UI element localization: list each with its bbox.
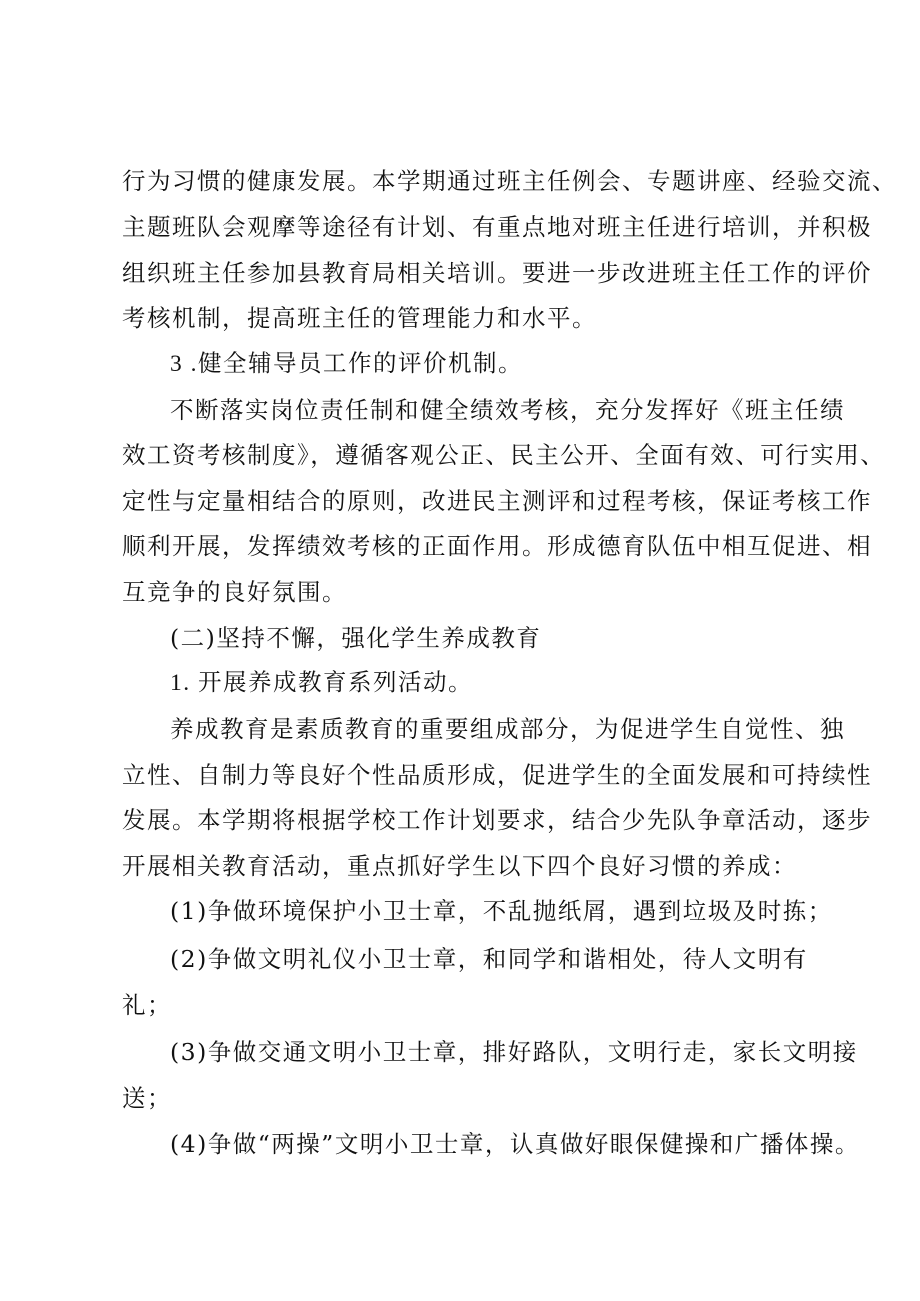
list-item: (1)争做环境保护小卫士章，不乱抛纸屑，遇到垃圾及时拣；: [170, 897, 833, 925]
list-item-continuation: 礼；: [122, 991, 172, 1019]
paragraph-line: 开展相关教育活动，重点抓好学生以下四个良好习惯的养成：: [122, 852, 797, 880]
paragraph-line: 发展。本学期将根据学校工作计划要求，结合少先队争章活动，逐步: [122, 806, 872, 834]
paragraph-line: 组织班主任参加县教育局相关培训。要进一步改进班主任工作的评价: [122, 259, 872, 287]
paragraph-line: 效工资考核制度》，遵循客观公正、民主公开、全面有效、可行实用、: [122, 441, 886, 469]
list-item: (3)争做交通文明小卫士章，排好路队，文明行走，家长文明接: [170, 1038, 858, 1066]
list-item-continuation: 送；: [122, 1084, 172, 1112]
paragraph-line: 顺利开展，发挥绩效考核的正面作用。形成德育队伍中相互促进、相: [122, 532, 872, 560]
paragraph-line: 养成教育是素质教育的重要组成部分，为促进学生自觉性、独: [170, 715, 845, 743]
paragraph-line: 定性与定量相结合的原则，改进民主测评和过程考核，保证考核工作: [122, 487, 872, 515]
list-item: (2)争做文明礼仪小卫士章，和同学和谐相处，待人文明有: [170, 945, 808, 973]
section-heading: 3 .健全辅导员工作的评价机制。: [170, 351, 523, 377]
paragraph-line: 考核机制，提高班主任的管理能力和水平。: [122, 304, 597, 332]
paragraph-line: 主题班队会观摩等途径有计划、有重点地对班主任进行培训，并积极: [122, 213, 872, 241]
section-heading: (二)坚持不懈，强化学生养成教育: [170, 624, 542, 652]
paragraph-line: 互竞争的良好氛围。: [122, 578, 347, 606]
paragraph-line: 不断落实岗位责任制和健全绩效考核，充分发挥好《班主任绩: [170, 396, 845, 424]
paragraph-line: 行为习惯的健康发展。本学期通过班主任例会、专题讲座、经验交流、: [122, 167, 897, 195]
list-item: (4)争做“两操”文明小卫士章，认真做好眼保健操和广播体操。: [170, 1130, 860, 1158]
paragraph-line: 立性、自制力等良好个性品质形成，促进学生的全面发展和可持续性: [122, 761, 872, 789]
subsection-heading: 1. 开展养成教育系列活动。: [170, 670, 473, 696]
